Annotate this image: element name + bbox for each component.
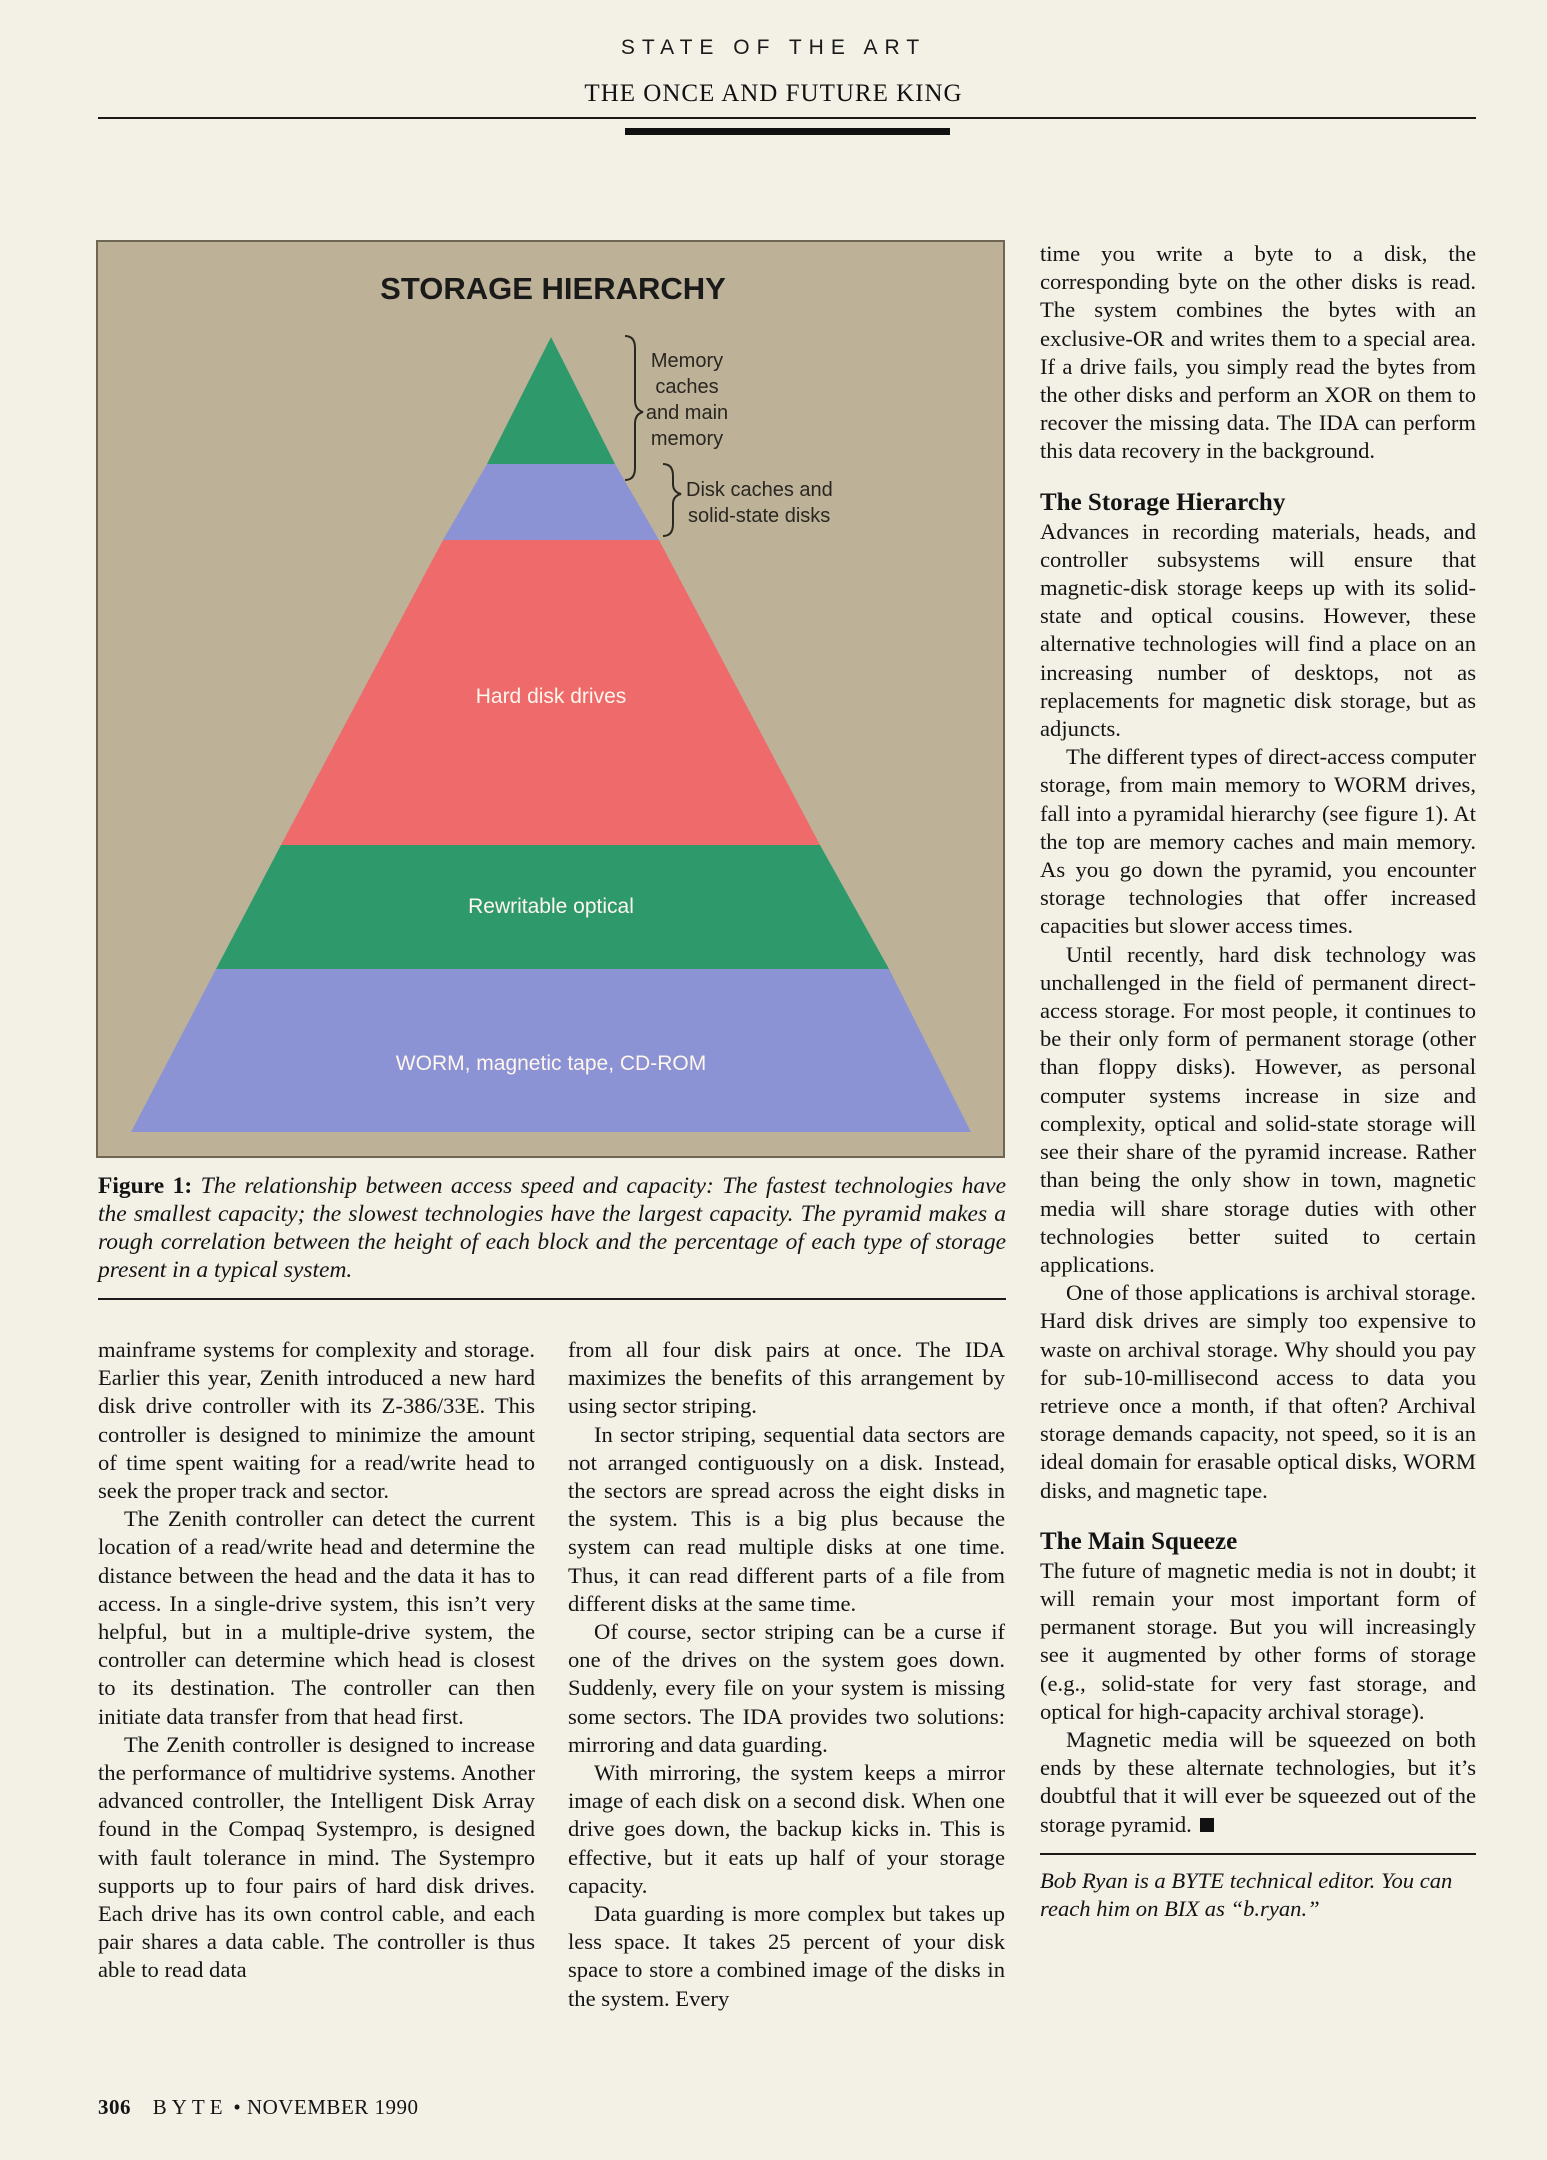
paragraph: Data guarding is more complex but takes up less space. It takes 25 percent of your disk space to store a combined image of the disks in the system. Every [568,1901,1005,2011]
header-thick-rule [625,128,950,135]
paragraph: One of those applications is archival storage. Hard disk drives are simply too expensive to waste on archival storage. Why should you pay for sub-10-millisecond access to data you retrieve once a month, if that often? Archival storage demands capacity, not speed, so it is an ideal domain for erasable optical disks, WORM disks, and magnetic tape. [1040,1280,1476,1503]
article-column-right [1040,240,1476,1923]
annotation-disk-caches-line1: Disk caches and [686,479,833,501]
pyramid-layer-worm [131,969,971,1132]
paragraph-final [1040,1726,1476,1839]
magazine-name: BYTE [152,2095,228,2119]
page-footer [98,2095,419,2120]
paragraph: The Zenith controller is designed to increase the performance of multidrive systems. Another advanced controller, the Intelligent Disk Array found in the Compaq Systempro, is designed with fault tolerance in mind. The Systempro supports up to four pairs of hard disk drives. Each drive has its own control cable, and each pair shares a data cable. The controller is thus able to read data [98,1731,535,1983]
end-of-article-mark [1200,1818,1214,1832]
paragraph: mainframe systems for complexity and storage. Earlier this year, Zenith introduced a new hard disk drive controller with its Z-386/33E. This controller is designed to minimize the amount of time spent waiting for a read/write head to seek the proper track and sector. [98,1337,535,1504]
memory-bracket [625,336,643,480]
annotation-memory-line1: Memory [650,350,724,372]
running-title: THE ONCE AND FUTURE KING [584,80,963,107]
author-bio: Bob Ryan is a BYTE technical editor. You can reach him on BIX as “b.ryan.” [1040,1867,1453,1921]
annotation-memory-line4: memory [650,428,724,450]
figure-caption-label: Figure 1: [98,1173,193,1199]
figure-caption-text: The relationship between access speed and capacity: The fastest technologies have the smallest capacity; the slowest technologies have the largest capacity. The pyramid makes a rough correlation between the height of each block and the percentage of each type of storage present in a typical system. [98,1173,1007,1283]
paragraph: The future of magnetic media is not in doubt; it will remain your most important form of permanent storage. But you will increasingly see it augmented by other forms of storage (e.g., solid-state for very fast storage, and optical for high-capacity archival storage). [1040,1557,1476,1724]
paragraph: The Zenith controller can detect the current location of a read/write head and determine the distance between the head and the data it has to access. In a single-drive system, this isn’t very helpful, but in a multiple-drive system, the controller can determine which head is closest to its destination. The controller can then initiate data transfer from that head first. [98,1506,535,1729]
annotation-memory-line2: caches [655,376,719,398]
paragraph: from all four disk pairs at once. The IDA maximizes the benefits of this arrangement by using sector striping. [568,1337,1005,1419]
paragraph: The different types of direct-access computer storage, from main memory to WORM drives, fall into a pyramidal hierarchy (see figure 1). At the top are memory caches and main memory. As you go down the pyramid, you encounter storage technologies that offer increased capacities but slower access times. [1040,744,1476,939]
section-kicker: STATE OF THE ART [620,36,927,59]
annotation-disk-caches-line2: solid-state disks [688,505,831,527]
figure-storage-hierarchy [96,240,1005,1158]
paragraph: time you write a byte to a disk, the corresponding byte on the other disks is read. The system combines the bytes with an exclusive-OR and writes them to a special area. If a drive fails, you simply read the bytes from the other disks and perform an XOR on them to recover the missing data. The IDA can perform this data recovery in the background. [1040,241,1476,464]
pyramid-layer-memory [487,337,615,464]
page-number: 306 [98,2095,131,2119]
figure-caption [98,1172,1006,1284]
header-rule [98,117,1476,119]
section-heading-storage-hierarchy: The Storage Hierarchy [1040,488,1286,516]
bio-rule [1040,1853,1476,1855]
paragraph-final-text: Magnetic media will be squeezed on both ends by these alternate technologies, but it’s doubtful that it will ever be squeezed out of the storage pyramid. [1040,1726,1476,1837]
paragraph: In sector striping, sequential data sectors are not arranged contiguously on a disk. Instead, the sectors are spread across the eight disks in the system. This is a big plus because the system can read multiple disks at one time. Thus, it can read different parts of a file from different disks at the same time. [568,1421,1005,1616]
layer-label-hard-disk: Hard disk drives [475,685,627,708]
article-column-middle [568,1336,1005,2013]
disk-caches-bracket [663,464,681,536]
pyramid-layer-disk-caches [443,464,659,540]
figure-title: STORAGE HIERARCHY [380,271,726,306]
issue-date: NOVEMBER 1990 [246,2095,419,2119]
paragraph: With mirroring, the system keeps a mirror image of each disk on a second disk. When one drive goes down, the backup kicks in. This is effective, but it eats up half of your storage capacity. [568,1760,1005,1898]
section-heading-main-squeeze: The Main Squeeze [1040,1527,1238,1555]
paragraph: Of course, sector striping can be a curse if one of the drives on the system goes down. Suddenly, every file on your system is missing some sectors. The IDA provides two solutions: mirroring and data guarding. [568,1619,1005,1757]
article-column-left [98,1336,535,1985]
annotation-memory-line3: and main [645,402,729,424]
pyramid-diagram [98,242,1003,1156]
caption-rule [98,1298,1006,1300]
paragraph: Until recently, hard disk technology was unchallenged in the field of permanent direct-access storage. For most people, it continues to be their only form of permanent storage (other than floppy disks). However, as personal computer systems increase in size and complexity, optical and solid-state storage will see their share of the pyramid increase. Rather than being the only show in town, magnetic media will share storage duties with other technologies better suited to certain applications. [1040,941,1476,1277]
layer-label-rewritable-optical: Rewritable optical [468,895,634,918]
paragraph: Advances in recording materials, heads, and controller subsystems will ensure that magnetic-disk storage keeps up with its solid-state and optical cousins. However, these alternative technologies will find a place on an increasing number of desktops, not as replacements for magnetic disk storage, but as adjuncts. [1040,518,1476,742]
layer-label-worm: WORM, magnetic tape, CD-ROM [395,1052,707,1075]
footer-separator: • [233,2095,242,2119]
